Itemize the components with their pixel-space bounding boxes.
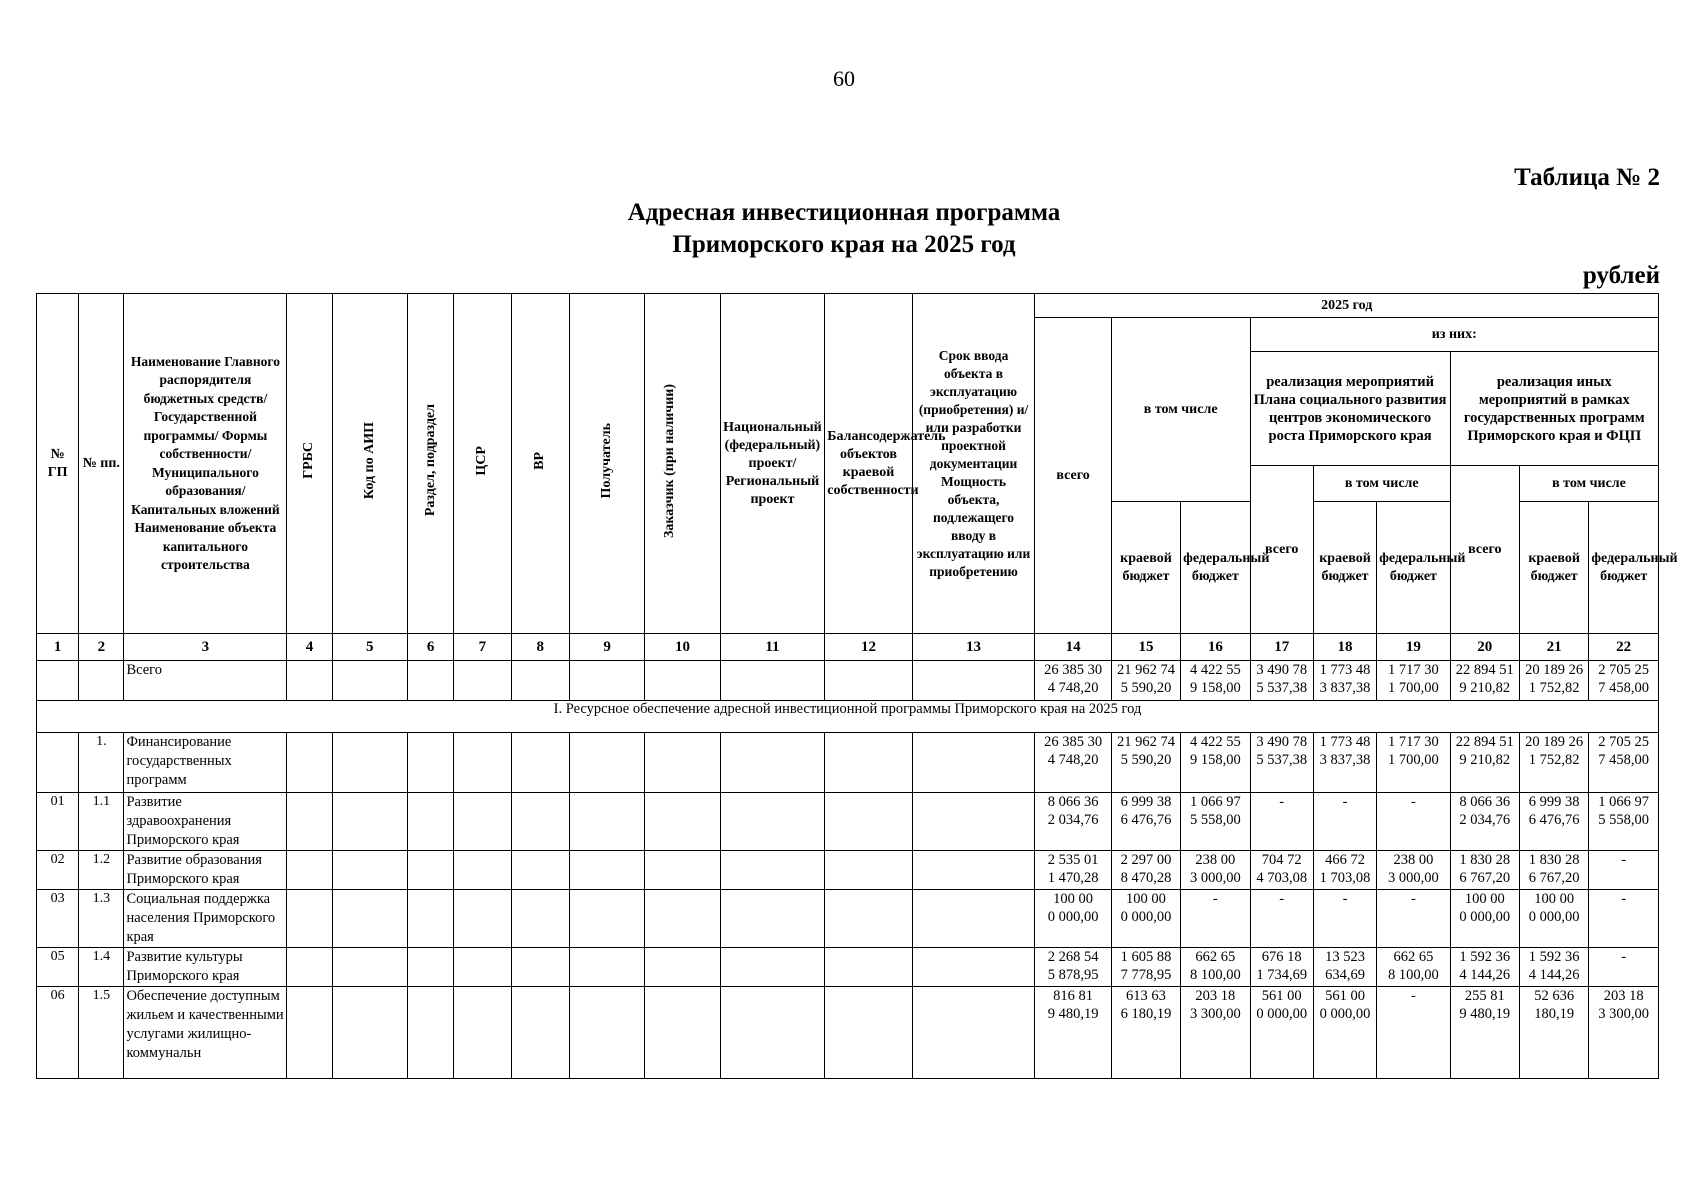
gp-cell: 03 <box>37 890 79 948</box>
empty-cell <box>454 793 511 851</box>
empty-cell <box>332 948 407 987</box>
column-number: 7 <box>454 634 511 661</box>
column-number: 1 <box>37 634 79 661</box>
amount-cell: 203 18 3 300,00 <box>1589 987 1659 1079</box>
empty-cell <box>332 793 407 851</box>
header-federal-budget: федеральный бюджет <box>1181 502 1250 634</box>
amount-cell: - <box>1589 948 1659 987</box>
empty-cell <box>511 661 569 701</box>
empty-cell <box>454 948 511 987</box>
amount-cell: 2 705 25 7 458,00 <box>1589 661 1659 701</box>
empty-cell <box>720 661 825 701</box>
investment-program-table <box>36 293 1678 1079</box>
header-other-programs: реализация иных мероприятий в рамках государственных программ Приморского края и ФЦП <box>1450 352 1658 466</box>
amount-cell: 1 592 36 4 144,26 <box>1450 948 1519 987</box>
amount-cell: 816 81 9 480,19 <box>1035 987 1111 1079</box>
empty-cell <box>454 987 511 1079</box>
header-other-federal-budget: федеральный бюджет <box>1589 502 1659 634</box>
pp-cell: 1.2 <box>79 851 124 890</box>
amount-cell: 4 422 55 9 158,00 <box>1181 733 1250 793</box>
amount-cell: 561 00 0 000,00 <box>1313 987 1376 1079</box>
amount-cell: 4 422 55 9 158,00 <box>1181 661 1250 701</box>
empty-cell <box>825 987 912 1079</box>
amount-cell: 676 18 1 734,69 <box>1250 948 1313 987</box>
document-title <box>0 197 1688 261</box>
header-customer <box>645 294 720 634</box>
amount-cell: 662 65 8 100,00 <box>1181 948 1250 987</box>
column-number: 3 <box>124 634 287 661</box>
amount-cell: - <box>1377 793 1450 851</box>
column-number: 8 <box>511 634 569 661</box>
amount-cell: 26 385 30 4 748,20 <box>1035 661 1111 701</box>
empty-cell <box>407 733 453 793</box>
empty-cell <box>287 661 332 701</box>
empty-cell <box>912 661 1035 701</box>
amount-cell: 6 999 38 6 476,76 <box>1111 793 1180 851</box>
pp-cell: 1.5 <box>79 987 124 1079</box>
amount-cell: 100 00 0 000,00 <box>1035 890 1111 948</box>
header-grbs-text: ГРБС <box>301 442 317 479</box>
amount-cell: 1 773 48 3 837,38 <box>1313 661 1376 701</box>
gp-cell: 02 <box>37 851 79 890</box>
header-total: всего <box>1035 318 1111 634</box>
amount-cell: 6 999 38 6 476,76 <box>1519 793 1588 851</box>
header-aip <box>332 294 407 634</box>
table-row <box>37 733 1659 793</box>
amount-cell: 255 81 9 480,19 <box>1450 987 1519 1079</box>
amount-cell: 3 490 78 5 537,38 <box>1250 661 1313 701</box>
pp-cell: 1.3 <box>79 890 124 948</box>
empty-cell <box>720 793 825 851</box>
empty-cell <box>912 733 1035 793</box>
empty-cell <box>645 987 720 1079</box>
empty-cell <box>407 948 453 987</box>
amount-cell: 2 268 54 5 878,95 <box>1035 948 1111 987</box>
empty-cell <box>569 948 644 987</box>
column-number: 2 <box>79 634 124 661</box>
header-name: Наименование Главного распорядителя бюджетных средств/Государственной программы/ Формы собственности/Муниципального образования/Капитальных вложений Наименование объекта капитального строительства <box>124 294 287 634</box>
empty-cell <box>511 793 569 851</box>
column-number: 6 <box>407 634 453 661</box>
amount-cell: 561 00 0 000,00 <box>1250 987 1313 1079</box>
row-name: Развитие образования Приморского края <box>124 851 287 890</box>
header-plan-regional-budget: краевой бюджет <box>1313 502 1376 634</box>
empty-cell <box>511 987 569 1079</box>
column-number: 13 <box>912 634 1035 661</box>
column-number: 5 <box>332 634 407 661</box>
table-row <box>37 987 1659 1079</box>
empty-cell <box>332 890 407 948</box>
row-name: Обеспечение доступным жильем и качественными услугами жилищно-коммунальн <box>124 987 287 1079</box>
amount-cell: 203 18 3 300,00 <box>1181 987 1250 1079</box>
empty-cell <box>511 948 569 987</box>
gp-cell: 06 <box>37 987 79 1079</box>
empty-cell <box>912 948 1035 987</box>
empty-cell <box>332 733 407 793</box>
column-number: 18 <box>1313 634 1376 661</box>
empty-cell <box>511 851 569 890</box>
header-regional-budget: краевой бюджет <box>1111 502 1180 634</box>
column-number: 15 <box>1111 634 1180 661</box>
amount-cell: 20 189 26 1 752,82 <box>1519 661 1588 701</box>
header-aip-text: Код по АИП <box>361 421 377 500</box>
amount-cell: 100 00 0 000,00 <box>1450 890 1519 948</box>
empty-cell <box>407 890 453 948</box>
header-holder: Балансодержатель объектов краевой собственности <box>825 294 912 634</box>
amount-cell: 8 066 36 2 034,76 <box>1035 793 1111 851</box>
empty-cell <box>720 890 825 948</box>
header-csr <box>454 294 511 634</box>
column-number: 12 <box>825 634 912 661</box>
gp-cell: 05 <box>37 948 79 987</box>
empty-cell <box>912 987 1035 1079</box>
column-number: 14 <box>1035 634 1111 661</box>
row-name: Социальная поддержка населения Приморского края <box>124 890 287 948</box>
amount-cell: 2 297 00 8 470,28 <box>1111 851 1180 890</box>
section-title: I. Ресурсное обеспечение адресной инвестиционной программы Приморского края на 2025 год <box>37 701 1659 733</box>
amount-cell: 21 962 74 5 590,20 <box>1111 733 1180 793</box>
empty-cell <box>569 890 644 948</box>
header-other-total: всего <box>1450 466 1519 634</box>
header-plan-including: в том числе <box>1313 466 1450 502</box>
table-row <box>37 793 1659 851</box>
row-name: Всего <box>124 661 287 701</box>
empty-cell <box>825 793 912 851</box>
amount-cell: 22 894 51 9 210,82 <box>1450 661 1519 701</box>
amount-cell: 52 636 180,19 <box>1519 987 1588 1079</box>
column-number: 9 <box>569 634 644 661</box>
empty-cell <box>407 793 453 851</box>
header-national-project: Национальный (федеральный) проект/ Региональный проект <box>720 294 825 634</box>
header-csr-text: ЦСР <box>474 445 490 476</box>
header-recipient <box>569 294 644 634</box>
empty-cell <box>720 733 825 793</box>
header-other-regional-budget: краевой бюджет <box>1519 502 1588 634</box>
empty-cell <box>569 661 644 701</box>
empty-cell <box>825 851 912 890</box>
empty-cell <box>645 890 720 948</box>
amount-cell: 26 385 30 4 748,20 <box>1035 733 1111 793</box>
title-line-1: Адресная инвестиционная программа <box>627 199 1061 226</box>
amount-cell: - <box>1313 890 1376 948</box>
column-number: 16 <box>1181 634 1250 661</box>
amount-cell: 1 717 30 1 700,00 <box>1377 661 1450 701</box>
pp-cell: 1.1 <box>79 793 124 851</box>
amount-cell: - <box>1589 890 1659 948</box>
empty-cell <box>569 851 644 890</box>
header-grbs <box>287 294 332 634</box>
empty-cell <box>287 987 332 1079</box>
unit-label: рублей <box>1582 262 1660 289</box>
section-row <box>37 701 1659 733</box>
header-plan-federal-budget: федеральный бюджет <box>1377 502 1450 634</box>
amount-cell: - <box>1589 851 1659 890</box>
row-name: Развитие культуры Приморского края <box>124 948 287 987</box>
amount-cell: 662 65 8 100,00 <box>1377 948 1450 987</box>
empty-cell <box>912 890 1035 948</box>
gp-cell: 01 <box>37 793 79 851</box>
amount-cell: - <box>1377 890 1450 948</box>
gp-cell <box>37 733 79 793</box>
title-line-2: Приморского края на 2025 год <box>672 231 1016 258</box>
empty-cell <box>720 987 825 1079</box>
amount-cell: - <box>1250 890 1313 948</box>
amount-cell: 1 773 48 3 837,38 <box>1313 733 1376 793</box>
amount-cell: 21 962 74 5 590,20 <box>1111 661 1180 701</box>
empty-cell <box>511 733 569 793</box>
header-plan-centers: реализация мероприятий Плана социального развития центров экономического роста Приморского края <box>1250 352 1450 466</box>
column-numbers-row <box>37 634 1659 661</box>
amount-cell: 1 592 36 4 144,26 <box>1519 948 1588 987</box>
amount-cell: 2 535 01 1 470,28 <box>1035 851 1111 890</box>
empty-cell <box>912 851 1035 890</box>
empty-cell <box>407 851 453 890</box>
column-number: 4 <box>287 634 332 661</box>
header-of-them: из них: <box>1250 318 1658 352</box>
column-number: 20 <box>1450 634 1519 661</box>
empty-cell <box>912 793 1035 851</box>
row-name: Развитие здравоохранения Приморского края <box>124 793 287 851</box>
header-other-including: в том числе <box>1519 466 1658 502</box>
empty-cell <box>645 733 720 793</box>
header-razdel <box>407 294 453 634</box>
amount-cell: 466 72 1 703,08 <box>1313 851 1376 890</box>
empty-cell <box>825 661 912 701</box>
empty-cell <box>332 987 407 1079</box>
empty-cell <box>511 890 569 948</box>
amount-cell: 13 523 634,69 <box>1313 948 1376 987</box>
empty-cell <box>332 851 407 890</box>
empty-cell <box>825 890 912 948</box>
header-vr-text: ВР <box>532 451 548 470</box>
empty-cell <box>454 890 511 948</box>
empty-cell <box>720 851 825 890</box>
empty-cell <box>645 661 720 701</box>
amount-cell: 238 00 3 000,00 <box>1181 851 1250 890</box>
amount-cell: 100 00 0 000,00 <box>1519 890 1588 948</box>
data-rows <box>37 733 1659 1079</box>
column-number: 11 <box>720 634 825 661</box>
amount-cell: 3 490 78 5 537,38 <box>1250 733 1313 793</box>
table-label: Таблица № 2 <box>1514 164 1660 191</box>
empty-cell <box>720 948 825 987</box>
empty-cell <box>569 793 644 851</box>
empty-cell <box>825 733 912 793</box>
header-year: 2025 год <box>1035 294 1659 318</box>
amount-cell: 22 894 51 9 210,82 <box>1450 733 1519 793</box>
empty-cell <box>287 733 332 793</box>
page-number: 60 <box>833 66 855 91</box>
empty-cell <box>645 948 720 987</box>
table-row <box>37 948 1659 987</box>
amount-cell: 238 00 3 000,00 <box>1377 851 1450 890</box>
amount-cell: 1 066 97 5 558,00 <box>1589 793 1659 851</box>
empty-cell <box>454 661 511 701</box>
amount-cell: 100 00 0 000,00 <box>1111 890 1180 948</box>
amount-cell: 1 830 28 6 767,20 <box>1450 851 1519 890</box>
empty-cell <box>287 793 332 851</box>
empty-cell <box>407 987 453 1079</box>
amount-cell: 1 605 88 7 778,95 <box>1111 948 1180 987</box>
empty-cell <box>454 851 511 890</box>
empty-cell <box>287 851 332 890</box>
empty-cell <box>407 661 453 701</box>
table-row <box>37 851 1659 890</box>
amount-cell: 704 72 4 703,08 <box>1250 851 1313 890</box>
empty-cell <box>825 948 912 987</box>
header-plan-total: всего <box>1250 466 1313 634</box>
column-number: 21 <box>1519 634 1588 661</box>
empty-cell <box>287 890 332 948</box>
amount-cell: 1 830 28 6 767,20 <box>1519 851 1588 890</box>
column-number: 17 <box>1250 634 1313 661</box>
header-recipient-text: Получатель <box>599 422 615 499</box>
row-name: Финансирование государственных программ <box>124 733 287 793</box>
empty-cell <box>645 851 720 890</box>
pp-cell: 1. <box>79 733 124 793</box>
header-deadline: Срок ввода объекта в эксплуатацию (приобретения) и/или разработки проектной документации Мощность объекта, подлежащего вводу в эксплуатацию или приобретению <box>912 294 1035 634</box>
amount-cell: - <box>1377 987 1450 1079</box>
header-including: в том числе <box>1111 318 1250 502</box>
amount-cell: 613 63 6 180,19 <box>1111 987 1180 1079</box>
amount-cell: 20 189 26 1 752,82 <box>1519 733 1588 793</box>
header-razdel-text: Раздел, подраздел <box>422 404 438 517</box>
amount-cell: 2 705 25 7 458,00 <box>1589 733 1659 793</box>
empty-cell <box>454 733 511 793</box>
amount-cell: 1 066 97 5 558,00 <box>1181 793 1250 851</box>
column-number: 22 <box>1589 634 1659 661</box>
amount-cell: 1 717 30 1 700,00 <box>1377 733 1450 793</box>
pp-cell <box>79 661 124 701</box>
header-pp: № пп. <box>79 294 124 634</box>
column-number: 19 <box>1377 634 1450 661</box>
empty-cell <box>645 793 720 851</box>
gp-cell <box>37 661 79 701</box>
header-customer-text: Заказчик (при наличии) <box>662 383 678 538</box>
pp-cell: 1.4 <box>79 948 124 987</box>
amount-cell: - <box>1313 793 1376 851</box>
empty-cell <box>287 948 332 987</box>
empty-cell <box>569 733 644 793</box>
header-vr <box>511 294 569 634</box>
amount-cell: - <box>1181 890 1250 948</box>
amount-cell: - <box>1250 793 1313 851</box>
total-row <box>37 661 1659 701</box>
header-gp: № ГП <box>37 294 79 634</box>
column-number: 10 <box>645 634 720 661</box>
table-row <box>37 890 1659 948</box>
empty-cell <box>332 661 407 701</box>
empty-cell <box>569 987 644 1079</box>
amount-cell: 8 066 36 2 034,76 <box>1450 793 1519 851</box>
